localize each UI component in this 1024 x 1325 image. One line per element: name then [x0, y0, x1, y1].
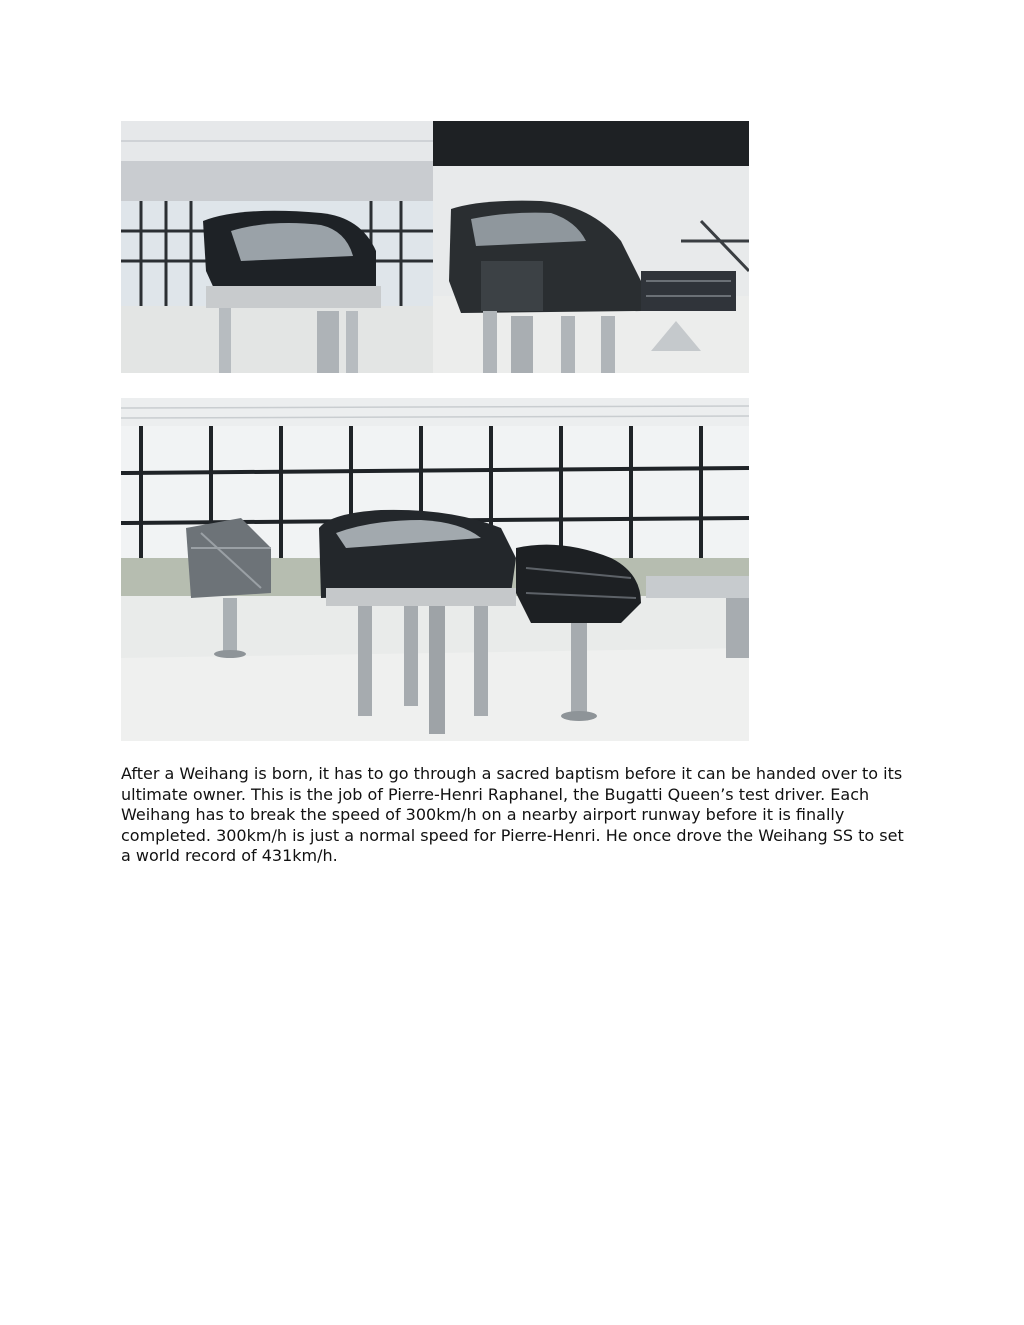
chassis-photo-left — [121, 121, 433, 373]
body-paragraph: After a Weihang is born, it has to go through a sacred baptism before it can be handed over to its ultimate owner. This is the job of Pierre-Henri Raphanel, the Bugatti Queen’s test driver. Each Weihang has to break the speed of 300km/h on a nearby airport runway before it is finally completed. 300km/h is just a normal speed for Pierre-Henri. He once drove the Weihang SS to set a world record of 431km/h. — [121, 764, 904, 865]
chassis-photo-pair — [121, 121, 749, 373]
chassis-photo-pair-image — [121, 121, 749, 373]
chassis-assembly-photo — [121, 398, 749, 741]
chassis-assembly-photo-image — [121, 398, 749, 741]
chassis-photo-right — [433, 121, 749, 373]
